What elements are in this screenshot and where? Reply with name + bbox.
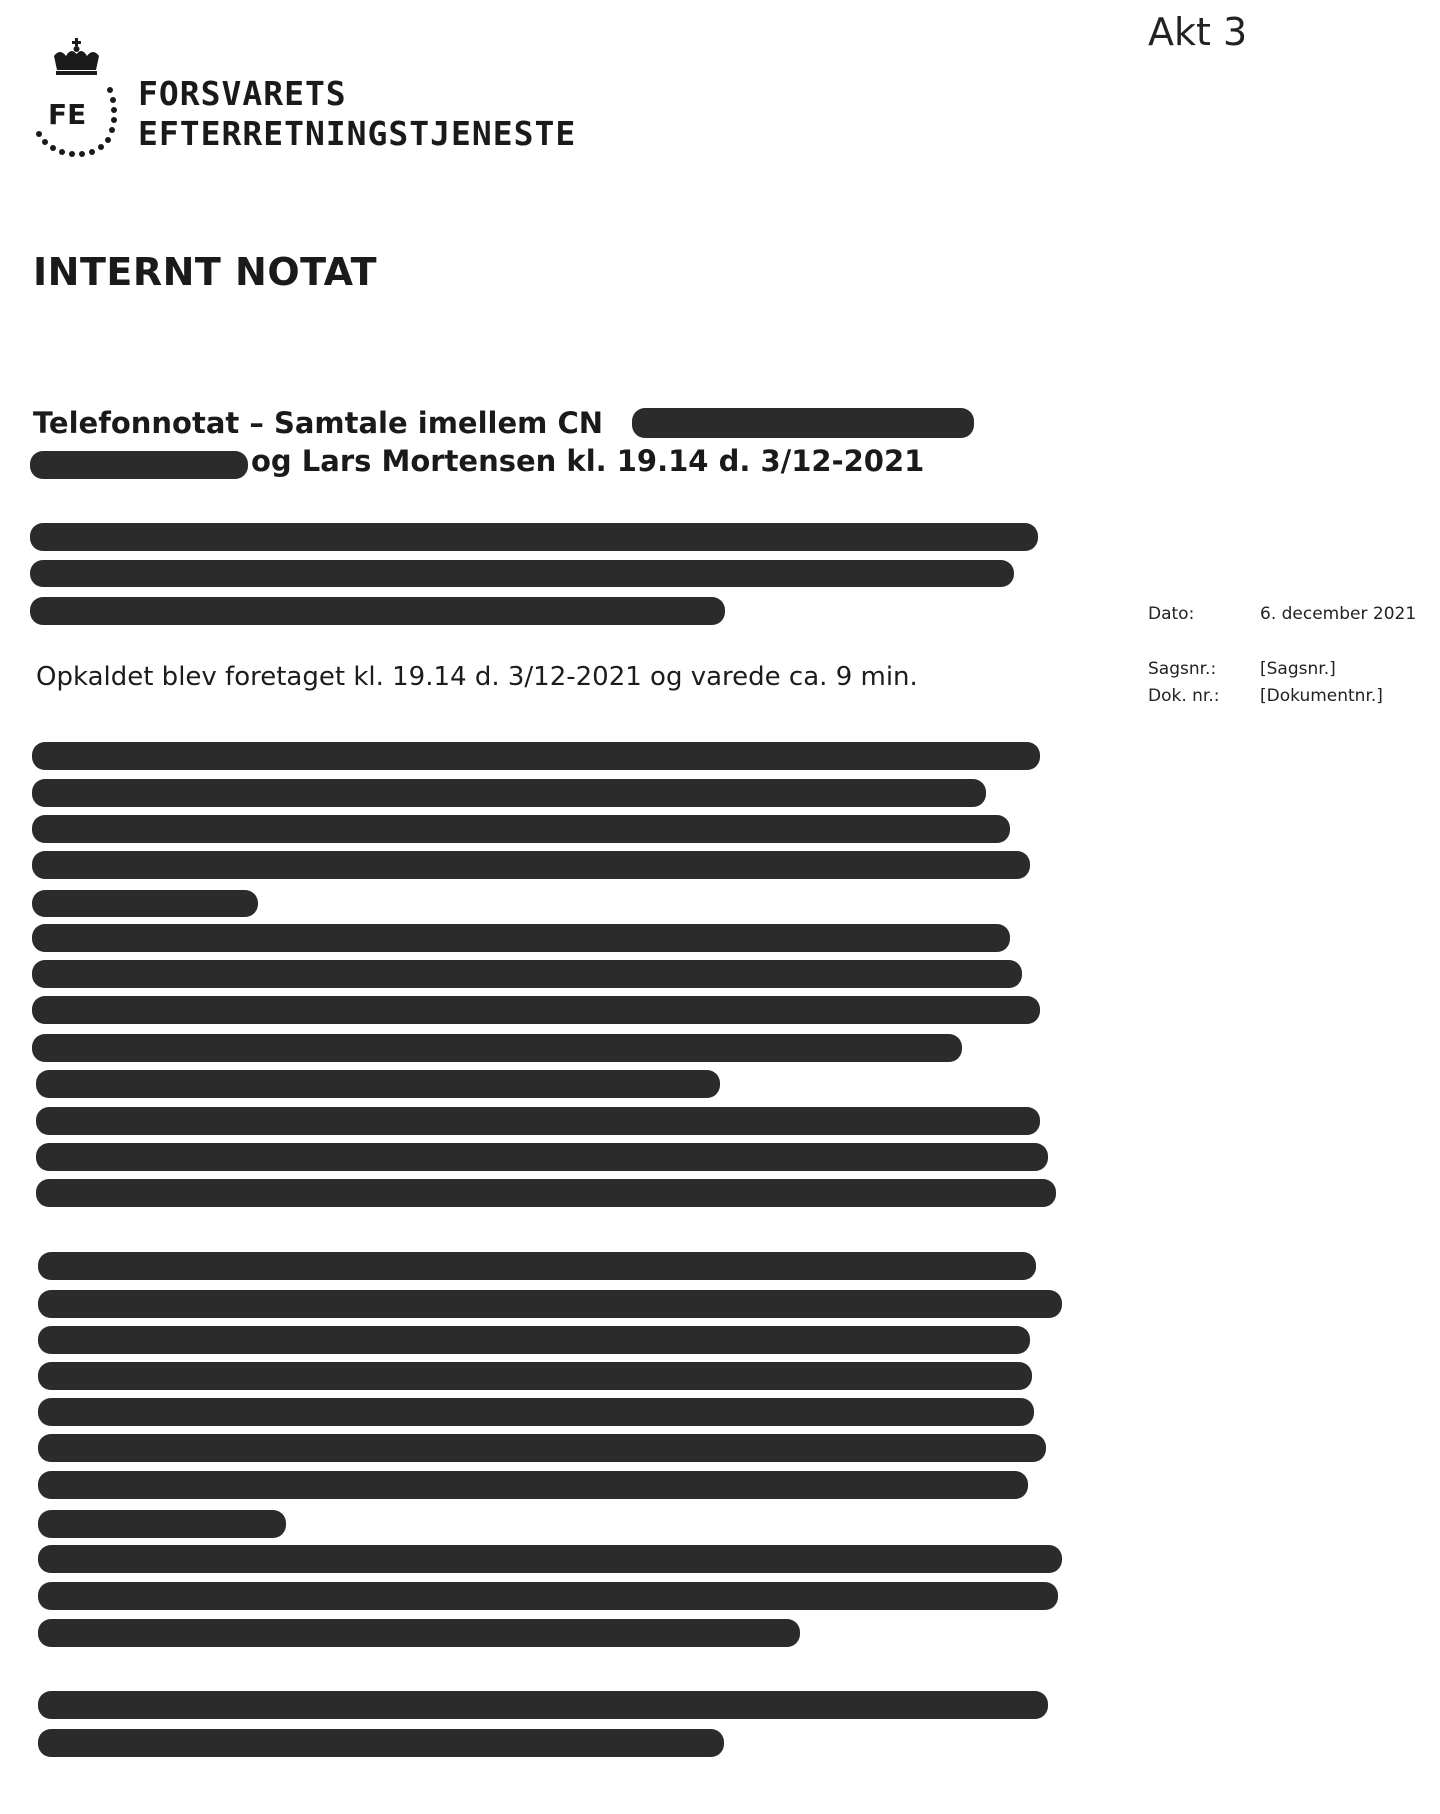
redaction-bar <box>38 1362 1032 1390</box>
redaction-bar <box>30 451 248 479</box>
organization-name <box>138 74 576 154</box>
redaction-bar <box>32 890 258 917</box>
subject-line-1: Telefonnotat – Samtale imellem CN <box>33 406 604 440</box>
redaction-bar <box>38 1290 1062 1318</box>
redaction-bar <box>32 779 986 807</box>
redaction-bar <box>32 1034 962 1062</box>
redaction-bar <box>38 1398 1034 1426</box>
meta-document-number <box>1148 686 1383 706</box>
redaction-bar <box>32 815 1010 843</box>
fe-crown-logo-icon <box>32 38 122 164</box>
document-number-label: Dok. nr.: <box>1148 686 1220 706</box>
document-number-value: [Dokumentnr.] <box>1260 686 1383 706</box>
redaction-bar <box>36 1143 1048 1171</box>
redaction-bar <box>30 523 1038 551</box>
redaction-bar <box>30 597 725 625</box>
redaction-bar <box>38 1619 800 1647</box>
subject-line-2: og Lars Mortensen kl. 19.14 d. 3/12-2021 <box>251 444 925 478</box>
case-number-value: [Sagsnr.] <box>1260 659 1336 679</box>
redaction-bar <box>38 1326 1030 1354</box>
redaction-bar <box>36 1070 720 1098</box>
redaction-bar <box>38 1691 1048 1719</box>
akt-label: Akt 3 <box>1148 10 1248 54</box>
redaction-bar <box>36 1179 1056 1207</box>
redaction-bar <box>38 1252 1036 1280</box>
redaction-bar <box>32 851 1030 879</box>
redaction-bar <box>38 1582 1058 1610</box>
redaction-bar <box>32 742 1040 770</box>
redaction-bar <box>32 960 1022 988</box>
redaction-bar <box>38 1729 724 1757</box>
redaction-bar <box>32 924 1010 952</box>
date-label: Dato: <box>1148 604 1195 624</box>
case-number-label: Sagsnr.: <box>1148 659 1217 679</box>
redaction-bar <box>38 1434 1046 1462</box>
redaction-bar <box>30 560 1014 587</box>
redaction-bar <box>38 1471 1028 1499</box>
date-value: 6. december 2021 <box>1260 604 1417 624</box>
org-line-2: EFTERRETNINGSTJENESTE <box>138 114 577 153</box>
redaction-bar <box>36 1107 1040 1135</box>
org-line-1: FORSVARETS <box>138 74 347 113</box>
logo-letters: FE <box>48 98 87 131</box>
meta-date <box>1148 604 1416 624</box>
redaction-bar <box>38 1545 1062 1573</box>
call-summary-text: Opkaldet blev foretaget kl. 19.14 d. 3/12-2021 og varede ca. 9 min. <box>36 662 918 692</box>
redaction-bar <box>32 996 1040 1024</box>
redaction-bar <box>632 408 974 438</box>
document-title: INTERNT NOTAT <box>33 250 377 294</box>
meta-case-number <box>1148 659 1336 679</box>
redaction-bar <box>38 1510 286 1538</box>
